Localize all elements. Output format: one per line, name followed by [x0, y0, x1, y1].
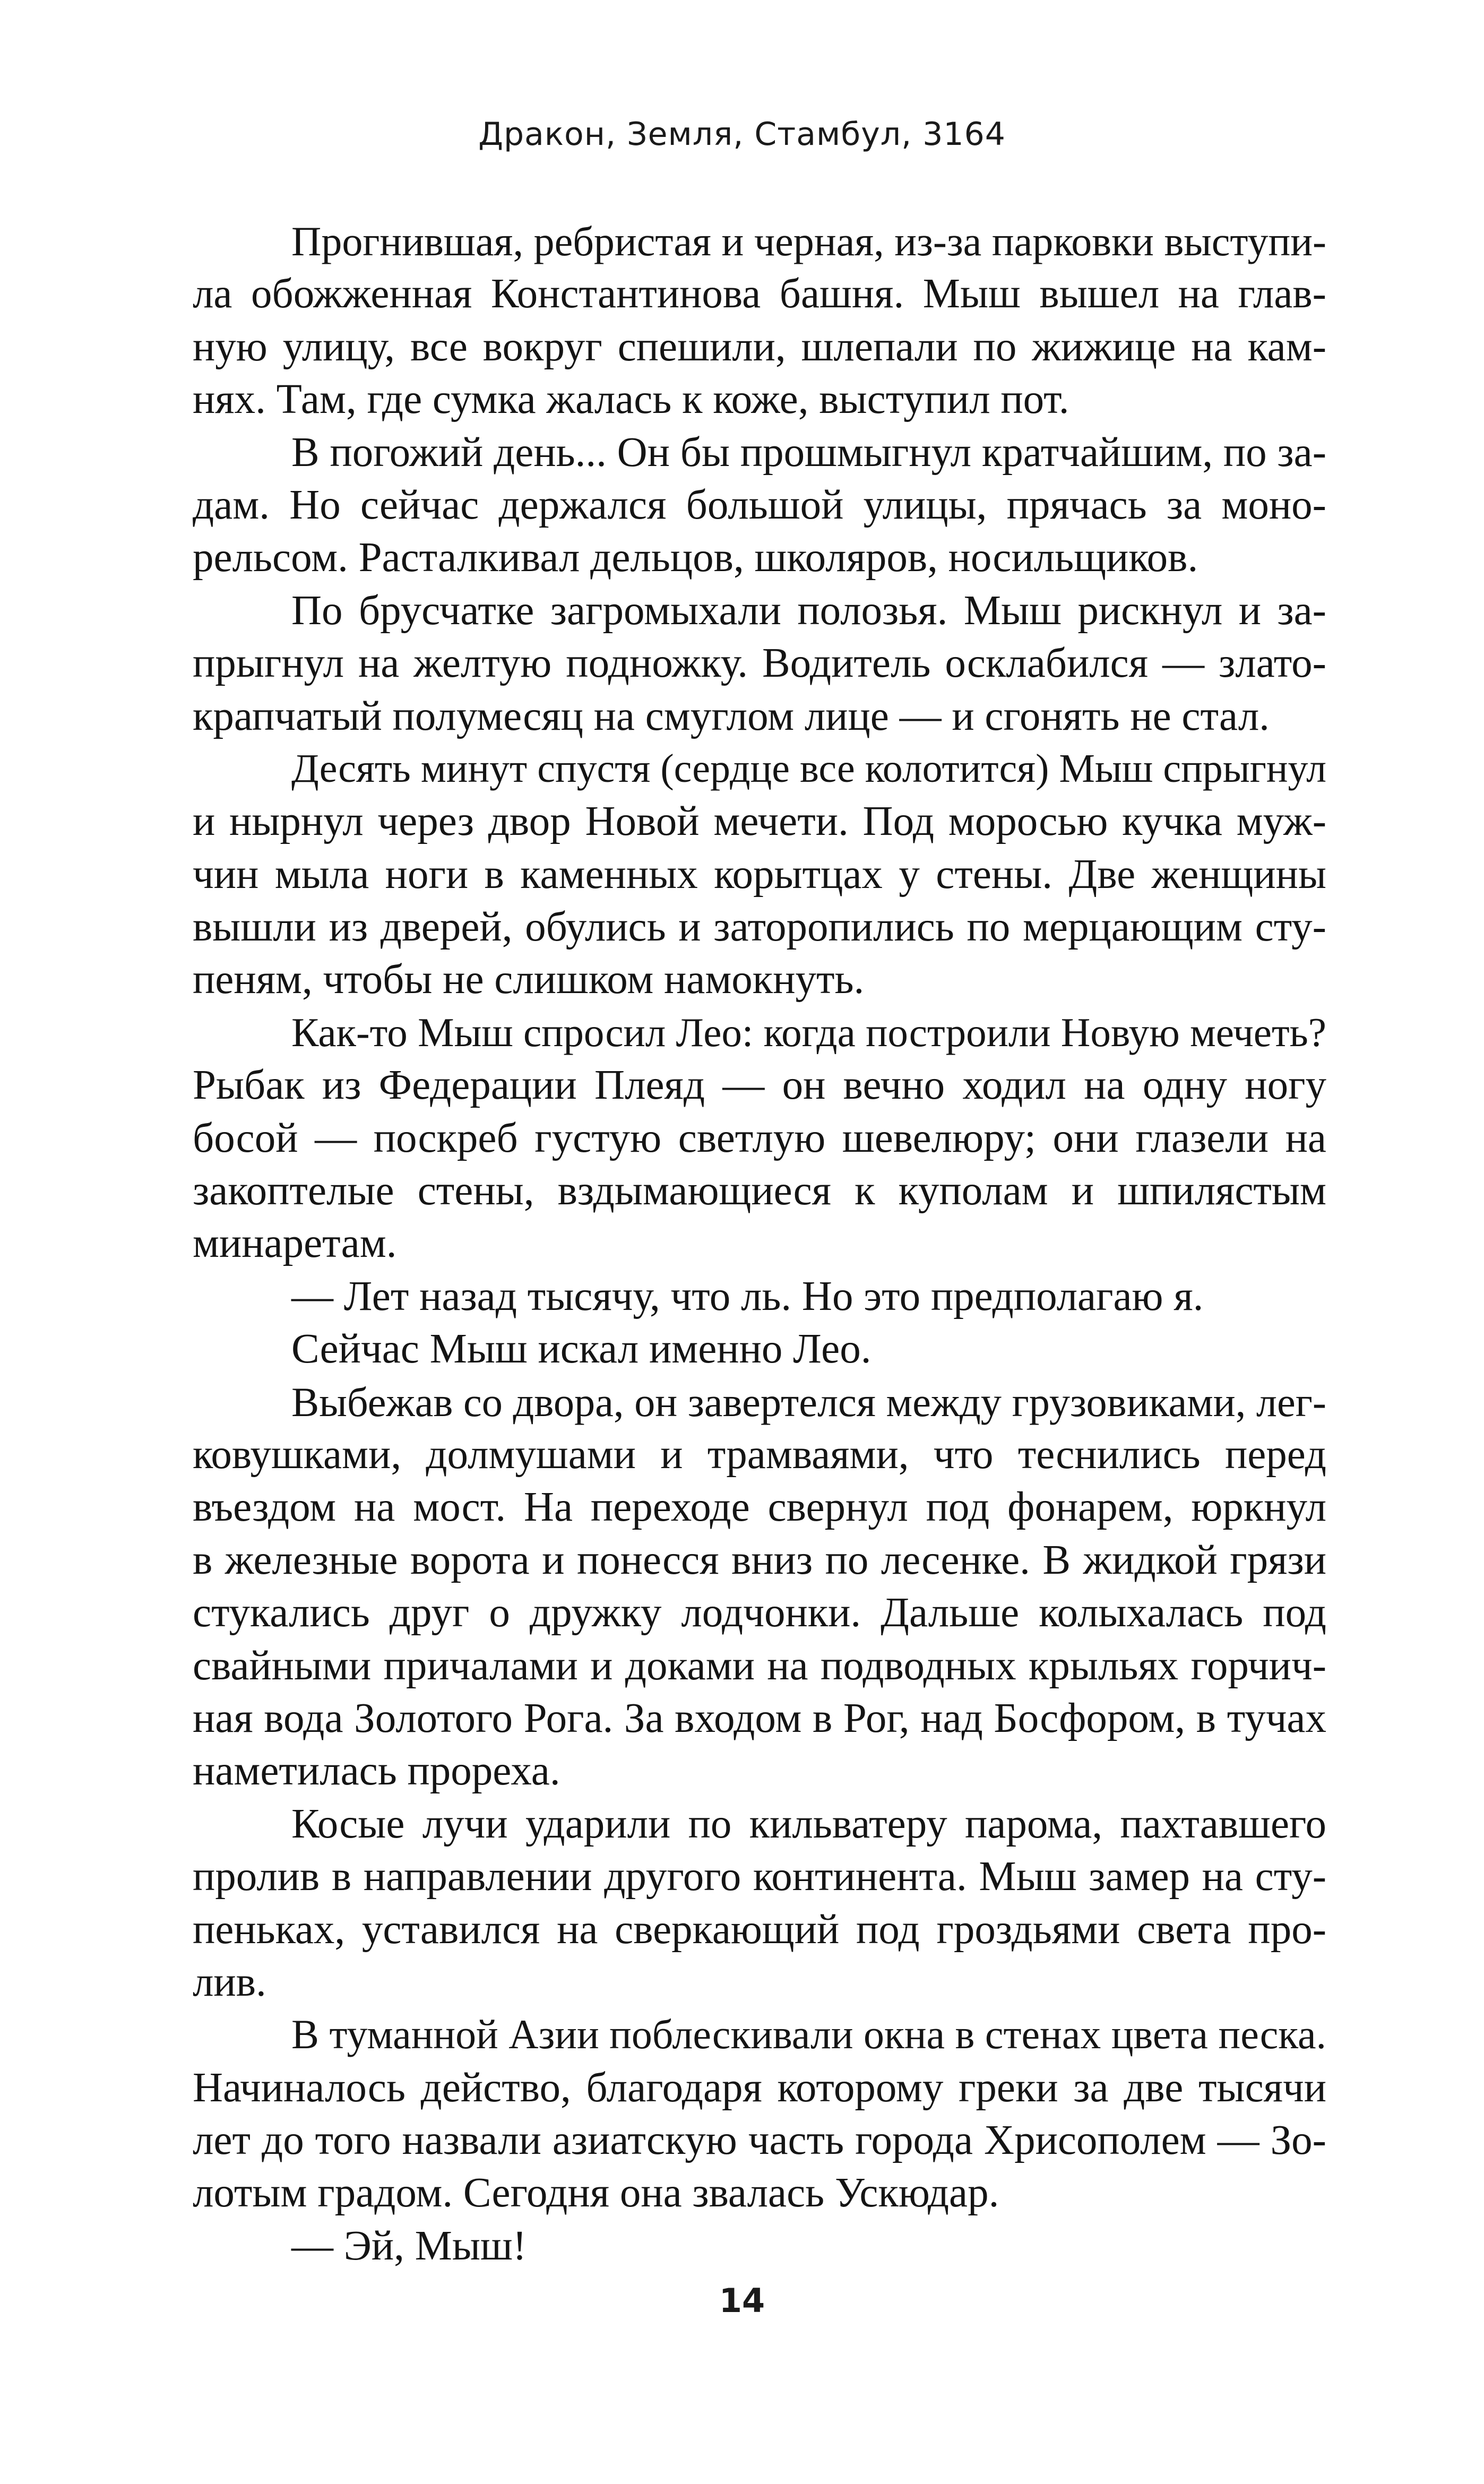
paragraph — [193, 215, 1326, 426]
text-line: Как-то Мыш спросил Лео: когда построили Новую мечеть? — [291, 1009, 1326, 1055]
text-line: босой — поскреб густую светлую шевелюру; они глазели на — [193, 1115, 1326, 1161]
text-line: Выбежав со двора, он завертелся между грузовиками, лег- — [291, 1378, 1326, 1425]
text-line: лотым градом. Сегодня она звалась Ускюдар. — [193, 2170, 999, 2216]
text-line: пеням, чтобы не слишком намокнуть. — [193, 956, 865, 1003]
text-line: стукались друг о дружку лодчонки. Дальше колыхалась под — [193, 1590, 1326, 1636]
text-line: В туманной Азии поблескивали окна в стенах цвета песка. — [291, 2012, 1326, 2058]
paragraph — [193, 1376, 1326, 1798]
paragraph — [193, 426, 1326, 584]
text-line: — Лет назад тысячу, что ль. Но это предполагаю я. — [291, 1273, 1204, 1319]
running-head: Дракон, Земля, Стамбул, 3164 — [478, 116, 1006, 153]
text-line: ла обожженная Константинова башня. Мыш вышел на глав- — [193, 271, 1326, 317]
text-line: дам. Но сейчас держался большой улицы, прячась за моно- — [193, 481, 1326, 528]
text-line: в железные ворота и понесся вниз по лесенке. В жидкой грязи — [193, 1537, 1326, 1583]
text-line: прыгнул на желтую подножку. Водитель осклабился — злато- — [193, 640, 1326, 687]
paragraph — [193, 1798, 1326, 2009]
paragraph — [193, 1270, 1326, 1323]
text-line: ная вода Золотого Рога. За входом в Рог, над Босфором, в тучах — [193, 1695, 1326, 1741]
paragraph — [193, 584, 1326, 743]
paragraph — [193, 2220, 1326, 2272]
paragraph — [193, 1006, 1326, 1270]
text-line: Прогнившая, ребристая и черная, из-за парковки выступи- — [291, 218, 1326, 264]
text-line: Десять минут спустя (сердце все колотится) Мыш спрыгнул — [291, 746, 1326, 791]
text-line: Рыбак из Федерации Плеяд — он вечно ходил на одну ногу — [193, 1062, 1326, 1109]
text-line: пролив в направлении другого континента. Мыш замер на сту- — [193, 1853, 1326, 1900]
body-text — [193, 215, 1326, 2272]
text-line: Сейчас Мыш искал именно Лео. — [291, 1326, 872, 1373]
text-line: Косые лучи ударили по кильватеру парома, пахтавшего — [291, 1800, 1326, 1847]
text-line: наметилась прореха. — [193, 1748, 560, 1795]
text-line: По брусчатке загромыхали полозья. Мыш рискнул и за- — [291, 587, 1326, 634]
text-line: ковушками, долмушами и трамваями, что теснились перед — [193, 1431, 1326, 1478]
text-line: ную улицу, все вокруг спешили, шлепали по жижице на кам- — [193, 323, 1326, 370]
text-line: чин мыла ноги в каменных корытцах у стены. Две женщины — [193, 851, 1326, 898]
text-line: пеньках, уставился на сверкающий под гроздьями света про- — [193, 1906, 1326, 1953]
paragraph — [193, 2008, 1326, 2220]
text-line: лив. — [193, 1959, 266, 2005]
text-line: — Эй, Мыш! — [291, 2222, 527, 2269]
text-line: вышли из дверей, обулись и заторопились по мерцающим сту- — [193, 904, 1326, 951]
text-line: въездом на мост. На переходе свернул под фонарем, юркнул — [193, 1484, 1326, 1531]
text-line: крапчатый полумесяц на смуглом лице — и сгонять не стал. — [193, 693, 1270, 739]
text-line: В погожий день... Он бы прошмыгнул кратчайшим, по за- — [291, 429, 1326, 476]
page-number: 14 — [719, 2281, 765, 2320]
text-line: закоптелые стены, вздымающиеся к куполам и шпилястым — [193, 1168, 1326, 1214]
paragraph — [193, 1323, 1326, 1375]
text-line: минаретам. — [193, 1220, 397, 1267]
text-line: нях. Там, где сумка жалась к коже, выступил пот. — [193, 376, 1069, 423]
text-line: свайными причалами и доками на подводных крыльях горчич- — [193, 1642, 1326, 1689]
text-line: Начиналось действо, благодаря которому греки за две тысячи — [193, 2064, 1326, 2111]
text-line: лет до того назвали азиатскую часть города Хрисополем — Зо- — [193, 2117, 1326, 2164]
text-line: и нырнул через двор Новой мечети. Под моросью кучка муж- — [193, 798, 1326, 845]
text-line: рельсом. Расталкивал дельцов, школяров, носильщиков. — [193, 534, 1198, 581]
paragraph — [193, 743, 1326, 1006]
